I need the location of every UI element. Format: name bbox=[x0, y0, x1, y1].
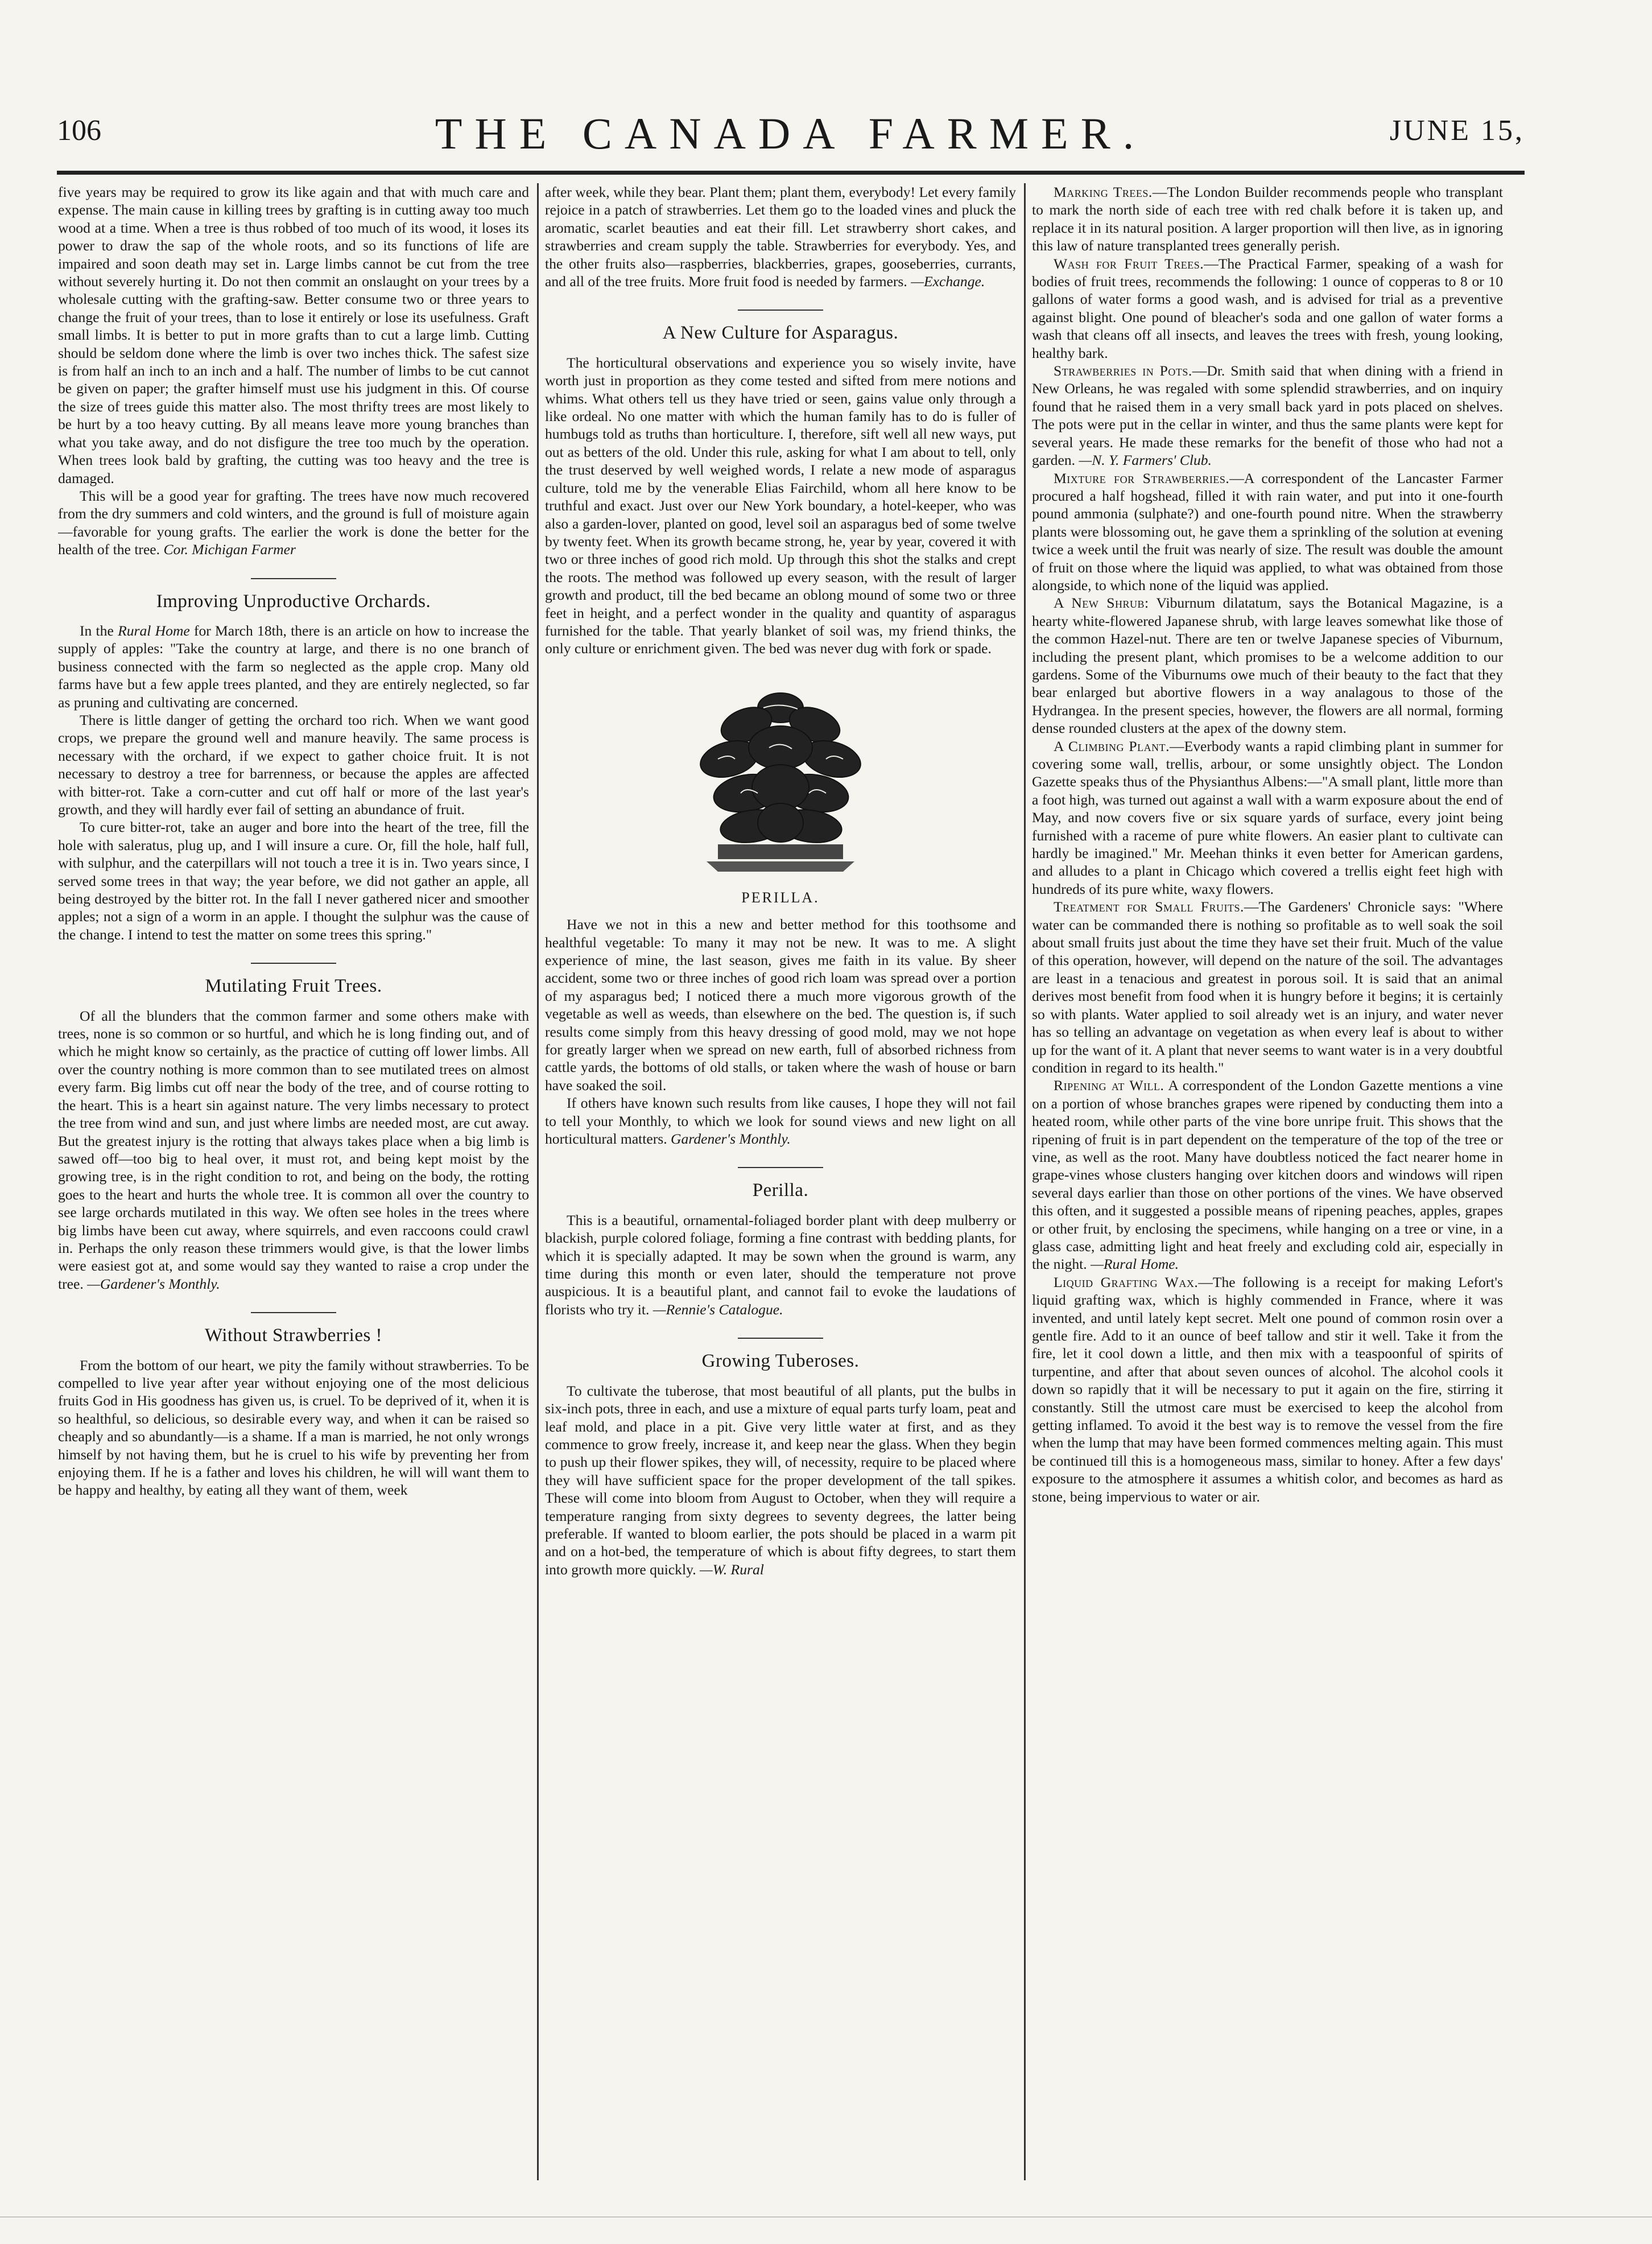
masthead-rule bbox=[57, 171, 1525, 175]
column-2 bbox=[545, 183, 1016, 2180]
article-text: To cure bitter-rot, take an auger and bore into the heart of the tree, fill the hole with saleratus, plug up, and I will insure a cure. Or, fill the hole, half full, with sulphur, and the caterpillars will not touch a tree it is in. Two years since, I served some trees in that way; the year before, we did not gather an apple, all being destroyed by the bitter rot. In the fall I never gathered nicer and smoother apples; not a sign of a worm in an apple. I thought the sulphur was the cause of the change. I intend to test the matter on some trees this spring." bbox=[58, 819, 529, 943]
article-heading: Growing Tuberoses. bbox=[545, 1338, 1016, 1370]
article-text: If others have known such results from like causes, I hope they will not fail to tell your Monthly, to which we look for sound views and new light on all horticultural matters. Gardener's Monthly. bbox=[545, 1095, 1016, 1148]
article-text: five years may be required to grow its like again and that with much care and expense. The main cause in killing trees by grafting is in cutting away too much wood at a time. When a tree is thus robbed of too much of its wood, it loses its power to draw the sap of the whole roots, and so its functions of life are impaired and soon death may set in. Large limbs cannot be cut from the tree without severely hurting it. Do not then commit an onslaught on your trees by a wholesale cutting with the grafting-saw. Better consume two or three years to change the fruit of your trees, than to lose it entirely or lose its usefulness. Graft small limbs. It is better to put in more grafts than to cut a large limb. Cutting should be seldom done where the limb is over two inches thick. The safest size is from half an inch to an inch and a half. The number of limbs to be cut cannot be given on paper; the grafter himself must use his judgment in this. Of course the size of trees guide this matter also. The most thrifty trees are most likely to be hurt by a too heavy cutting. By all means leave more young branches than what you take away, and do not disfigure the tree too much by the operation. When trees look bald by grafting, the cutting was too heavy and the tree is damaged. bbox=[58, 184, 529, 486]
article-text: In the Rural Home for March 18th, there is an article on how to increase the supply of apples: "Take the country at large, and there is no one branch of business connected with the farm so neglected as the apple crop. Many old farms have but a few apple trees planted, and they are entirely neglected, so far as pruning and cultivating are concerned. bbox=[58, 622, 529, 711]
news-item: Strawberries in Pots.—Dr. Smith said that when dining with a friend in New Orleans, he was regaled with some splendid strawberries, and on inquiry found that he raised them in a very small back yard in pots placed on shelves. The pots were put in the cellar in winter, and thus the same plants were kept for several years. He made these remarks for the benefit of those who had not a garden. —N. Y. Farmers' Club. bbox=[1032, 362, 1503, 469]
article-credit: —Rennie's Catalogue. bbox=[652, 1301, 783, 1318]
news-item: Marking Trees.—The London Builder recommends people who transplant to mark the north side of each tree with red chalk before it is taken up, and replace it in its natural position. A larger proportion will then live, as in ignoring this law of nature transplanted trees generally perish. bbox=[1032, 184, 1503, 254]
article-heading: Perilla. bbox=[545, 1167, 1016, 1199]
news-item: A New Shrub: Viburnum dilatatum, says the Botanical Magazine, is a hearty white-flowered Japanese shrub, with large leaves somewhat like those of the common Hazel-nut. There are ten or twelve Japanese species of Viburnum, including the present plant, which promises to be a welcome addition to our gardens. Some of the Viburnums owe much of their beauty to the fact that they bear enlarged but abortive flowers in a way analagous to those of the Hydrangea. In the present species, however, the flowers are all normal, forming dense rounded clusters at the apex of the downy stem. bbox=[1032, 595, 1503, 737]
article-text: There is little danger of getting the orchard too rich. When we want good crops, we prepare the ground well and manure heavily. The same process is necessary with the orchard, if we expect to gather choice fruit. It is not necessary to destroy a tree for barrenness, or because the apples are affected with bitter-rot. Take a corn-cutter and cut off half or more of the last year's growth, and they will hardly ever fail of setting an abundance of fruit. bbox=[58, 711, 529, 818]
article-credit: —Rural Home. bbox=[1091, 1256, 1179, 1273]
issue-date: JUNE 15, bbox=[1389, 114, 1525, 147]
news-item: Liquid Grafting Wax.—The following is a receipt for making Lefort's liquid grafting wax, which is highly commended in France, where it was invented, and until lately kept secret. Melt one pound of common rosin over a gentle fire. Add to it an ounce of beef tallow and stir it well. Take it from the fire, let it cool down a little, and then mix with a teaspoonful of spirits of turpentine, and after that about seven ounces of alcohol. The alcohol cools it down so rapidly that it will be necessary to put it again on the fire, stirring it constantly. Still the utmost care must be exercised to keep the alcohol from getting inflamed. To avoid it the best way is to remove the vessel from the fire when the lump that may have been formed commences melting again. This must be continued till this is a homogeneous mass, similar to honey. After a few days' exposure to the atmosphere it assumes a whitish color, and becomes as hard as stone, being impervious to water or air. bbox=[1032, 1273, 1503, 1505]
article-text: This will be a good year for grafting. The trees have now much recovered from the dry summers and cold winters, and the ground is full of moisture again—favorable for young grafts. The earlier the work is done the better for the health of the tree. Cor. Michigan Farmer bbox=[58, 487, 529, 558]
article-heading: Improving Unproductive Orchards. bbox=[58, 578, 529, 610]
article-heading: A New Culture for Asparagus. bbox=[545, 310, 1016, 342]
article-heading: Mutilating Fruit Trees. bbox=[58, 963, 529, 995]
article-text: The horticultural observations and experience you so wisely invite, have worth just in proportion as they come tested and sifted from mere notions and whims. What others tell us they have tried or seen, gains value only through a like ordeal. No one matter with which the human family has to do is fuller of humbugs told as truths than horticulture. I, therefore, sift well all new ways, put out as betters of the old. Under this rule, asking for what I am about to tell, only the trust deserved by well weighed words, I relate a new mode of asparagus culture, told me by the venerable Elias Fairchild, whom all here know to be truthful and exact. Just over our New York boundary, a hotel-keeper, who was also a garden-lover, planted on good, level soil an asparagus bed of some twelve by twenty feet. When its growth became strong, he, year by year, covered it with two or three inches of good rich mold. Up through this shot the stalks and crept the roots. The method was followed up every season, with the result of larger growth and product, till the bed became an oblong mound of some two or three feet in height, and a perfect wonder in the quality and quantity of asparagus furnished for the table. That yearly blanket of soil was, my friend thinks, the only culture or enrichment given. The bed was never dug with fork or spade. bbox=[545, 354, 1016, 657]
article-credit: —N. Y. Farmers' Club. bbox=[1079, 452, 1212, 469]
page-number: 106 bbox=[57, 114, 101, 147]
article-credit: —Gardener's Monthly. bbox=[87, 1275, 220, 1292]
masthead bbox=[57, 108, 1525, 171]
article-text: From the bottom of our heart, we pity the family without strawberries. To be compelled to live year after year without enjoying one of the most delicious fruits God in His goodness has given us, is cruel. To be deprived of it, when it is so healthful, so delicious, so desirable every way, and when it can be raised so cheaply and so abundantly—is a shame. If a man is married, he not only wrongs himself by not having them, but he is cruel to his wife by preventing her from enjoying them. If he is a father and loves his children, he will will want them to be happy and healthy, by eating all they want of them, week bbox=[58, 1356, 529, 1499]
column-divider bbox=[537, 183, 539, 2180]
article-heading: Without Strawberries ! bbox=[58, 1312, 529, 1344]
newspaper-title: THE CANADA FARMER. bbox=[435, 109, 1147, 158]
news-item: A Climbing Plant.—Everbody wants a rapid climbing plant in summer for covering some wall, trellis, arbour, or some unsightly object. The London Gazette speaks thus of the Physianthus Albens:—"A small plant, little more than a foot high, was turned out against a wall with a warm exposure about the end of May, and now covers five or six square yards of surface, every joint being furnished with a raceme of pure white flowers. An easier plant to cultivate can hardly be imagined." Mr. Meehan thinks it even better for American gardens, and alludes to a plant in Chicago which covered a trellis eight feet high with hundreds of its pure white, waxy flowers. bbox=[1032, 737, 1503, 897]
column-1 bbox=[58, 183, 529, 2180]
column-divider bbox=[1024, 183, 1026, 2180]
perilla-illustration bbox=[545, 674, 1016, 906]
article-credit: —W. Rural bbox=[700, 1561, 764, 1578]
news-item: Mixture for Strawberries.—A correspondent of the Lancaster Farmer procured a half hogshead, filled it with rain water, and put into it one-fourth pound ammonia (sulphate?) and one-fourth pound nitre. When the strawberry plants were blossoming out, he gave them a sprinkling of the solution at evening twice a week until the fruit was nearly of size. The result was double the amount of fruit on those where the liquid was applied, to what was obtained from those alongside, to which none of the liquid was applied. bbox=[1032, 469, 1503, 593]
article-text: This is a beautiful, ornamental-foliaged border plant with deep mulberry or blackish, purple colored foliage, forming a fine contrast with bedding plants, for which it is specially adapted. It may be sown when the ground is warm, any time during this month or even later, should the temperature not prove auspicious. It is a beautiful plant, and cannot fail to evoke the laudations of florists who try it. —Rennie's Catalogue. bbox=[545, 1211, 1016, 1318]
perilla-plant-icon bbox=[684, 674, 877, 884]
article-credit: Cor. Michigan Farmer bbox=[163, 541, 296, 558]
article-credit: Gardener's Monthly. bbox=[671, 1131, 791, 1148]
news-item: Ripening at Will. A correspondent of the London Gazette mentions a vine on a portion of whose branches grapes were ripened by conducting them into a heated room, while other parts of the vine bore unripe fruit. This shows that the ripening of fruit is in part dependent on the temperature of the top of the tree or vine, as well as the root. Many have doubtless noticed the fact nearer home in grape-vines whose clusters hanging over kitchen doors and windows will ripen several days earlier than those on other portions of the vines. We have observed this often, and it suggested a possible means of ripening peaches, apples, grapes or other fruit, by enclosing the specimens, while hanging on a tree or vine, in a glass case, admitting light and heat freely and excluding cold air, especially in the night. —Rural Home. bbox=[1032, 1077, 1503, 1273]
article-text: after week, while they bear. Plant them; plant them, everybody! Let every family rejoice in a patch of strawberries. Let them go to the loaded vines and pluck the aromatic, scarlet beauties and eat their fill. Let strawberry short cakes, and strawberries and cream supply the table. Strawberries for everybody. Yes, and the other fruits also—raspberries, blackberries, grapes, gooseberries, currants, and all of the tree fruits. More fruit food is needed by farmers. —Exchange. bbox=[545, 184, 1016, 290]
news-item: Treatment for Small Fruits.—The Gardeners' Chronicle says: "Where water can be commanded there is nothing so profitable as to well soak the soil about small fruits just about the time they have set their fruit. Much of the value of this operation, however, will depend on the nature of the soil. The advantages are least in a tenacious and greatest in porous soil. It is said that an animal derives most benefit from food when it is hungry before it begins; it is certainly so with plants. Water applied to soil already wet is an injury, and water never has so telling an advantage on vegetation as when every leaf is about to wither up for the want of it. A plant that never seems to want water is in a very doubtful condition in regard to its health." bbox=[1032, 898, 1503, 1076]
figure-caption: PERILLA. bbox=[741, 889, 820, 906]
article-credit: —Exchange. bbox=[911, 273, 985, 290]
article-text: Of all the blunders that the common farmer and some others make with trees, none is so common or so hurtful, and which he is long finding out, and of which he might know so certainly, as the practice of cutting off lower limbs. All over the country nothing is more common than to see mutilated trees on almost every farm. Big limbs cut off near the body of the tree, and of course rotting to the heart. This is a heart sin against nature. The very limbs necessary to protect the tree from wind and sun, and just where limbs are needed most, are cut away. But the greatest injury is the rotting that always takes place when a big limb is sawed off—too big to heal over, it must rot, and being kept moist by the growing tree, is in the right condition to rot, and being on the body, the rotting goes to the heart and hurts the whole tree. It is common all over the country to see large orchards mutilated in this way. We often see holes in the trees where big limbs have been cut away, where squirrels, and even raccoons could crawl in. Perhaps the only reason these trimmers would give, is that the lower limbs were easiest got at, and some would say they wanted to raise a crop under the tree. —Gardener's Monthly. bbox=[58, 1007, 529, 1292]
article-text: Have we not in this a new and better method for this toothsome and healthful vegetable: To many it may not be new. It was to me. A slight experience of mine, the last season, gives me faith in its value. By sheer accident, some two or three inches of good rich loam was spread over a portion of my asparagus bed; I noticed there a much more vigorous growth of the vegetable as well as weeds, than elsewhere on the bed. The question is, if such results come simply from this heavy dressing of good mold, may we not hope for greatly larger when we spread on new earth, full of absorbed richness from cattle yards, the bottoms of old stalls, or taken where the wash of house or barn have soaked the soil. bbox=[545, 916, 1016, 1094]
article-text: To cultivate the tuberose, that most beautiful of all plants, put the bulbs in six-inch pots, three in each, and use a mixture of equal parts turfy loam, peat and leaf mold, and place in a pit. Give very little water at first, and as they commence to grow freely, increase it, and keep near the glass. When they begin to push up their flower spikes, they will, of necessity, require to be placed where they will have sufficient space for the proper development of the tall spikes. These will come into bloom from August to October, when they will require a temperature ranging from sixty degrees to seventy degrees, the latter being preferable. If wanted to bloom earlier, the pots should be placed in a warm pit and on a hot-bed, the temperature of which is about fifty degrees, to start them into growth more quickly. —W. Rural bbox=[545, 1382, 1016, 1578]
news-item: Wash for Fruit Trees.—The Practical Farmer, speaking of a wash for bodies of fruit trees, recommends the following: 1 ounce of copperas to 8 or 10 gallons of water forms a good wash, and is advised for trial as a preventive against blight. One pound of bleacher's soda and one gallon of water forms a wash that cleans off all insects, and leaves the trees with fresh, young looking, healthy bark. bbox=[1032, 255, 1503, 361]
column-3 bbox=[1032, 183, 1503, 2180]
